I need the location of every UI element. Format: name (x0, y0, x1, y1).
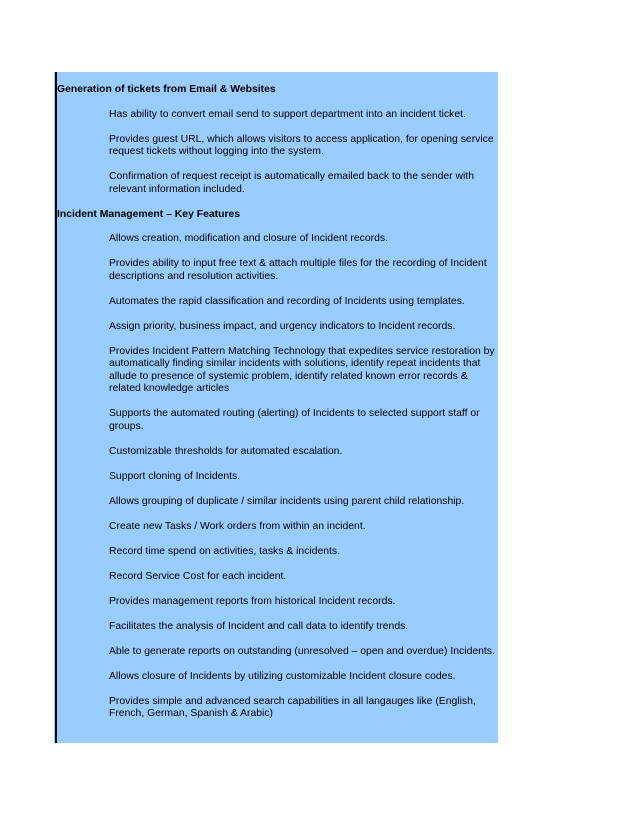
feature-item: Provides Incident Pattern Matching Technology that expedites service restoration by automatically finding similar incidents with solutions, identify repeat incidents that allude to presence of systemic problem, identify related known error records & related knowledge articles (109, 345, 495, 394)
feature-item: Create new Tasks / Work orders from within an incident. (109, 520, 366, 532)
feature-item: Record Service Cost for each incident. (109, 570, 287, 582)
section-incident-management (57, 209, 497, 721)
section-heading: Generation of tickets from Email & Websites (57, 84, 276, 95)
feature-item: Assign priority, business impact, and urgency indicators to Incident records. (109, 320, 456, 332)
feature-item: Provides management reports from historical Incident records. (109, 595, 396, 607)
feature-item: Has ability to convert email send to support department into an incident ticket. (109, 108, 466, 120)
feature-item: Able to generate reports on outstanding (unresolved – open and overdue) Incidents. (109, 645, 495, 657)
features-list (57, 84, 497, 733)
feature-item: Provides guest URL, which allows visitors to access application, for opening service request tickets without logging into the system. (109, 133, 494, 157)
feature-item: Provides simple and advanced search capabilities in all langauges like (English, French, German, Spanish & Arabic) (109, 695, 476, 719)
feature-item: Allows grouping of duplicate / similar incidents using parent child relationship. (109, 495, 465, 507)
feature-item: Allows closure of Incidents by utilizing customizable Incident closure codes. (109, 670, 456, 682)
feature-item: Customizable thresholds for automated escalation. (109, 445, 343, 457)
feature-item: Automates the rapid classification and recording of Incidents using templates. (109, 295, 465, 307)
feature-item: Supports the automated routing (alerting) of Incidents to selected support staff or groups. (109, 408, 480, 432)
feature-item: Support cloning of Incidents. (109, 470, 241, 482)
feature-item: Confirmation of request receipt is automatically emailed back to the sender with relevant information included. (109, 171, 475, 195)
section-heading: Incident Management – Key Features (57, 208, 241, 220)
section-email-web (57, 84, 497, 196)
feature-item: Provides ability to input free text & attach multiple files for the recording of Incident descriptions and resolution activities. (109, 258, 487, 282)
feature-item: Allows creation, modification and closure of Incident records. (109, 233, 388, 244)
feature-item: Facilitates the analysis of Incident and call data to identify trends. (109, 620, 409, 632)
feature-item: Record time spend on activities, tasks & incidents. (109, 545, 341, 557)
